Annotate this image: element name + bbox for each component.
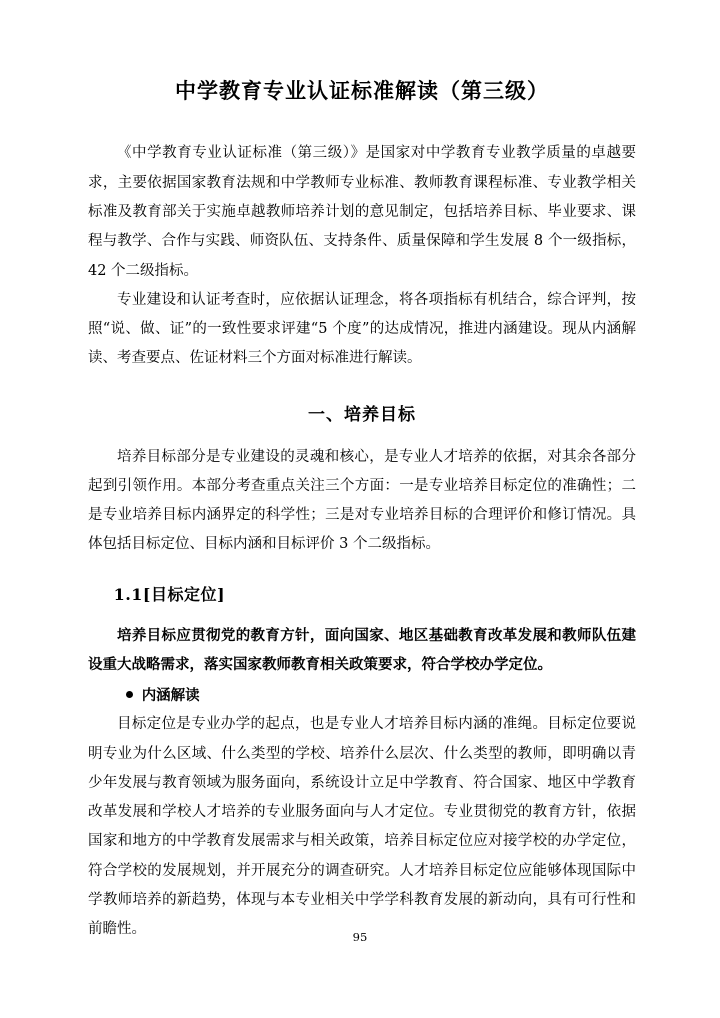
paragraph-intro-2: 专业建设和认证考查时，应依据认证理念，将各项指标有机结合，综合评判，按照“说、做、证”的一致性要求评建“5 个度”的达成情况，推进内涵建设。现从内涵解读、考查要点、佐证材料三个方面对标准进行解读。	[88, 291, 636, 367]
section-heading: 一、培养目标	[308, 404, 416, 425]
subsection-standard-text: 培养目标应贯彻党的教育方针，面向国家、地区基础教育改革发展和教师队伍建设重大战略需求，落实国家教师教育相关政策要求，符合学校办学定位。	[88, 626, 636, 674]
page-content	[88, 76, 636, 945]
bullet-item-label: 内涵解读	[141, 687, 200, 705]
paragraph-intro-1: 《中学教育专业认证标准（第三级）》是国家对中学教育专业教学质量的卓越要求，主要依据国家教育法规和中学教师专业标准、教师教育课程标准、专业教学相关标准及教育部关于实施卓越教师培养计划的意见制定，包括培养目标、毕业要求、课程与教学、合作与实践、师资队伍、支持条件、质量保障和学生发展 8 个一级指标，42 个二级指标。	[88, 145, 636, 279]
bullet-item-connotation	[88, 681, 636, 710]
bullet-dot-icon	[126, 691, 133, 698]
page-title: 中学教育专业认证标准解读（第三级）	[175, 78, 549, 103]
page-number: 95	[352, 930, 368, 944]
section-intro-paragraph: 培养目标部分是专业建设的灵魂和核心，是专业人才培养的依据，对其余各部分起到引领作用。本部分考查重点关注三个方面：一是专业培养目标定位的准确性；二是专业培养目标内涵界定的科学性；三是对专业培养目标的合理评价和修订情况。具体包括目标定位、目标内涵和目标评价 3 个二级指标。	[88, 448, 636, 553]
subsection-heading: 1.1[目标定位]	[113, 584, 226, 604]
subsection-body-paragraph: 目标定位是专业办学的起点，也是专业人才培养目标内涵的准绳。目标定位要说明专业为什么区域、什么类型的学校、培养什么层次、什么类型的教师，即明确以青少年发展与教育领域为服务面向，系统设计立足中学教育、符合国家、地区中学教育改革发展和学校人才培养的专业服务面向与人才定位。专业贯彻党的教育方针，依据国家和地方的中学教育发展需求与相关政策，培养目标定位应对接学校的办学定位，符合学校的发展规划，并开展充分的调查研究。人才培养目标定位应能够体现国际中学教师培养的新趋势，体现与本专业相关中学学科教育发展的新动向，具有可行性和前瞻性。	[88, 716, 636, 938]
